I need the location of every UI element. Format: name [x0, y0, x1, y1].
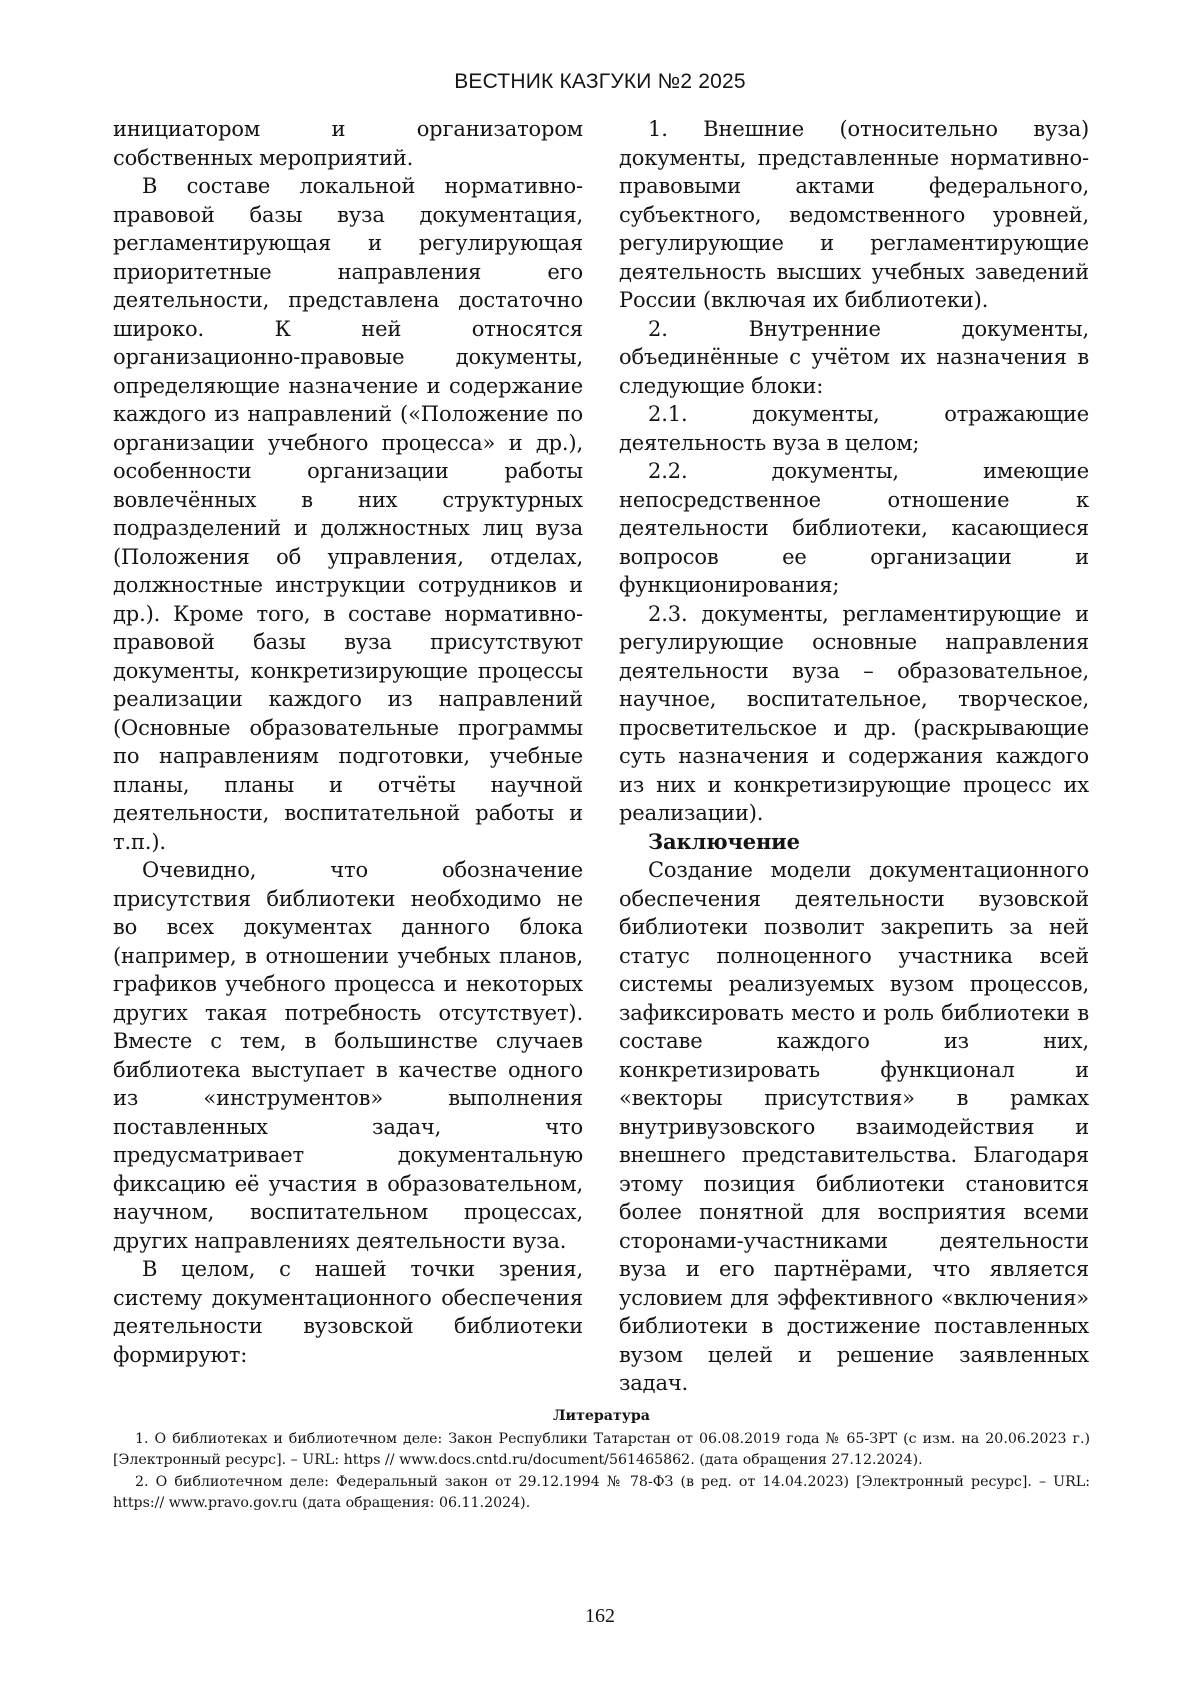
- references-title: Литература: [553, 1408, 650, 1424]
- list-item-external-docs: 1. Внешние (относительно вуза) документы, представленные нормативно-правовыми актами федерального, субъектного, ведомственного уровней, регулирующие и регламентирующие деятельность высших учебных заведений России (включая их библиотеки).: [619, 117, 1089, 312]
- reference-item-2: 2. О библиотечном деле: Федеральный закон от 29.12.1994 № 78-ФЗ (в ред. от 14.04.2023) [Электронный ресурс]. – URL: https:// www.pravo.gov.ru (дата обращения: 06.11.2024).: [113, 1473, 1090, 1511]
- left-column: [113, 115, 583, 1369]
- list-item-2-3: 2.3. документы, регламентирующие и регулирующие основные направления деятельности вуза – образовательное, научное, воспитательное, творческое, просветительское и др. (раскрывающие суть назначения и содержания каждого из них и конкретизирующие процесс их реализации).: [619, 601, 1089, 825]
- references-section: [113, 1406, 1090, 1515]
- paragraph-continuation: инициатором и организатором собственных мероприятий.: [113, 117, 583, 170]
- list-item-2-2: 2.2. документы, имеющие непосредственное отношение к деятельности библиотеки, касающиеся вопросов ее организации и функционирования;: [619, 459, 1089, 597]
- list-item-2-1: 2.1. документы, отражающие деятельность вуза в целом;: [619, 402, 1089, 455]
- list-item-internal-docs: 2. Внутренние документы, объединённые с учётом их назначения в следующие блоки:: [619, 316, 1089, 398]
- conclusion-paragraph: Создание модели документационного обеспечения деятельности вузовской библиотеки позволит закрепить за ней статус полноценного участника всей системы реализуемых вузом процессов, зафиксировать место и роль библиотеки в составе каждого из них, конкретизировать функционал и «векторы присутствия» в рамках внутривузовского взаимодействия и внешнего представительства. Благодаря этому позиция библиотеки становится более понятной для восприятия всеми сторонами-участниками деятельности вуза и его партнёрами, что является условием для эффективного «включения» библиотеки в достижение поставленных вузом целей и решение заявленных задач.: [619, 858, 1089, 1395]
- conclusion-heading: Заключение: [648, 828, 800, 854]
- paragraph-system-intro: В целом, с нашей точки зрения, систему документационного обеспечения деятельности вузовской библиотеки формируют:: [113, 1257, 583, 1367]
- right-column: [619, 115, 1089, 1398]
- page-number: 162: [585, 1605, 615, 1627]
- reference-item-1: 1. О библиотеках и библиотечном деле: Закон Республики Татарстан от 06.08.2019 года № 65-ЗРТ (с изм. на 20.06.2023 г.) [Электронный ресурс]. – URL: https // www.docs.cntd.ru/document/561465862. (дата обращения 27.12.2024).: [113, 1430, 1090, 1468]
- paragraph-normative-base: В составе локальной нормативно-правовой базы вуза документация, регламентирующая и регулирующая приоритетные направления его деятельности, представлена достаточно широко. К ней относятся организационно-правовые документы, определяющие назначение и содержание каждого из направлений («Положение по организации учебного процесса» и др.), особенности организации работы вовлечённых в них структурных подразделений и должностных лиц вуза (Положения об управления, отделах, должностные инструкции сотрудников и др.). Кроме того, в составе нормативно-правовой базы вуза присутствуют документы, конкретизирующие процессы реализации каждого из направлений (Основные образовательные программы по направлениям подготовки, учебные планы, планы и отчёты научной деятельности, воспитательной работы и т.п.).: [113, 174, 583, 854]
- journal-header: ВЕСТНИК КАЗГУКИ №2 2025: [454, 70, 746, 93]
- paragraph-library-presence: Очевидно, что обозначение присутствия библиотеки необходимо не во всех документах данного блока (например, в отношении учебных планов, графиков учебного процесса и некоторых других такая потребность отсутствует). Вместе с тем, в большинстве случаев библиотека выступает в качестве одного из «инструментов» выполнения поставленных задач, что предусматривает документальную фиксацию её участия в образовательном, научном, воспитательном процессах, других направлениях деятельности вуза.: [113, 858, 583, 1253]
